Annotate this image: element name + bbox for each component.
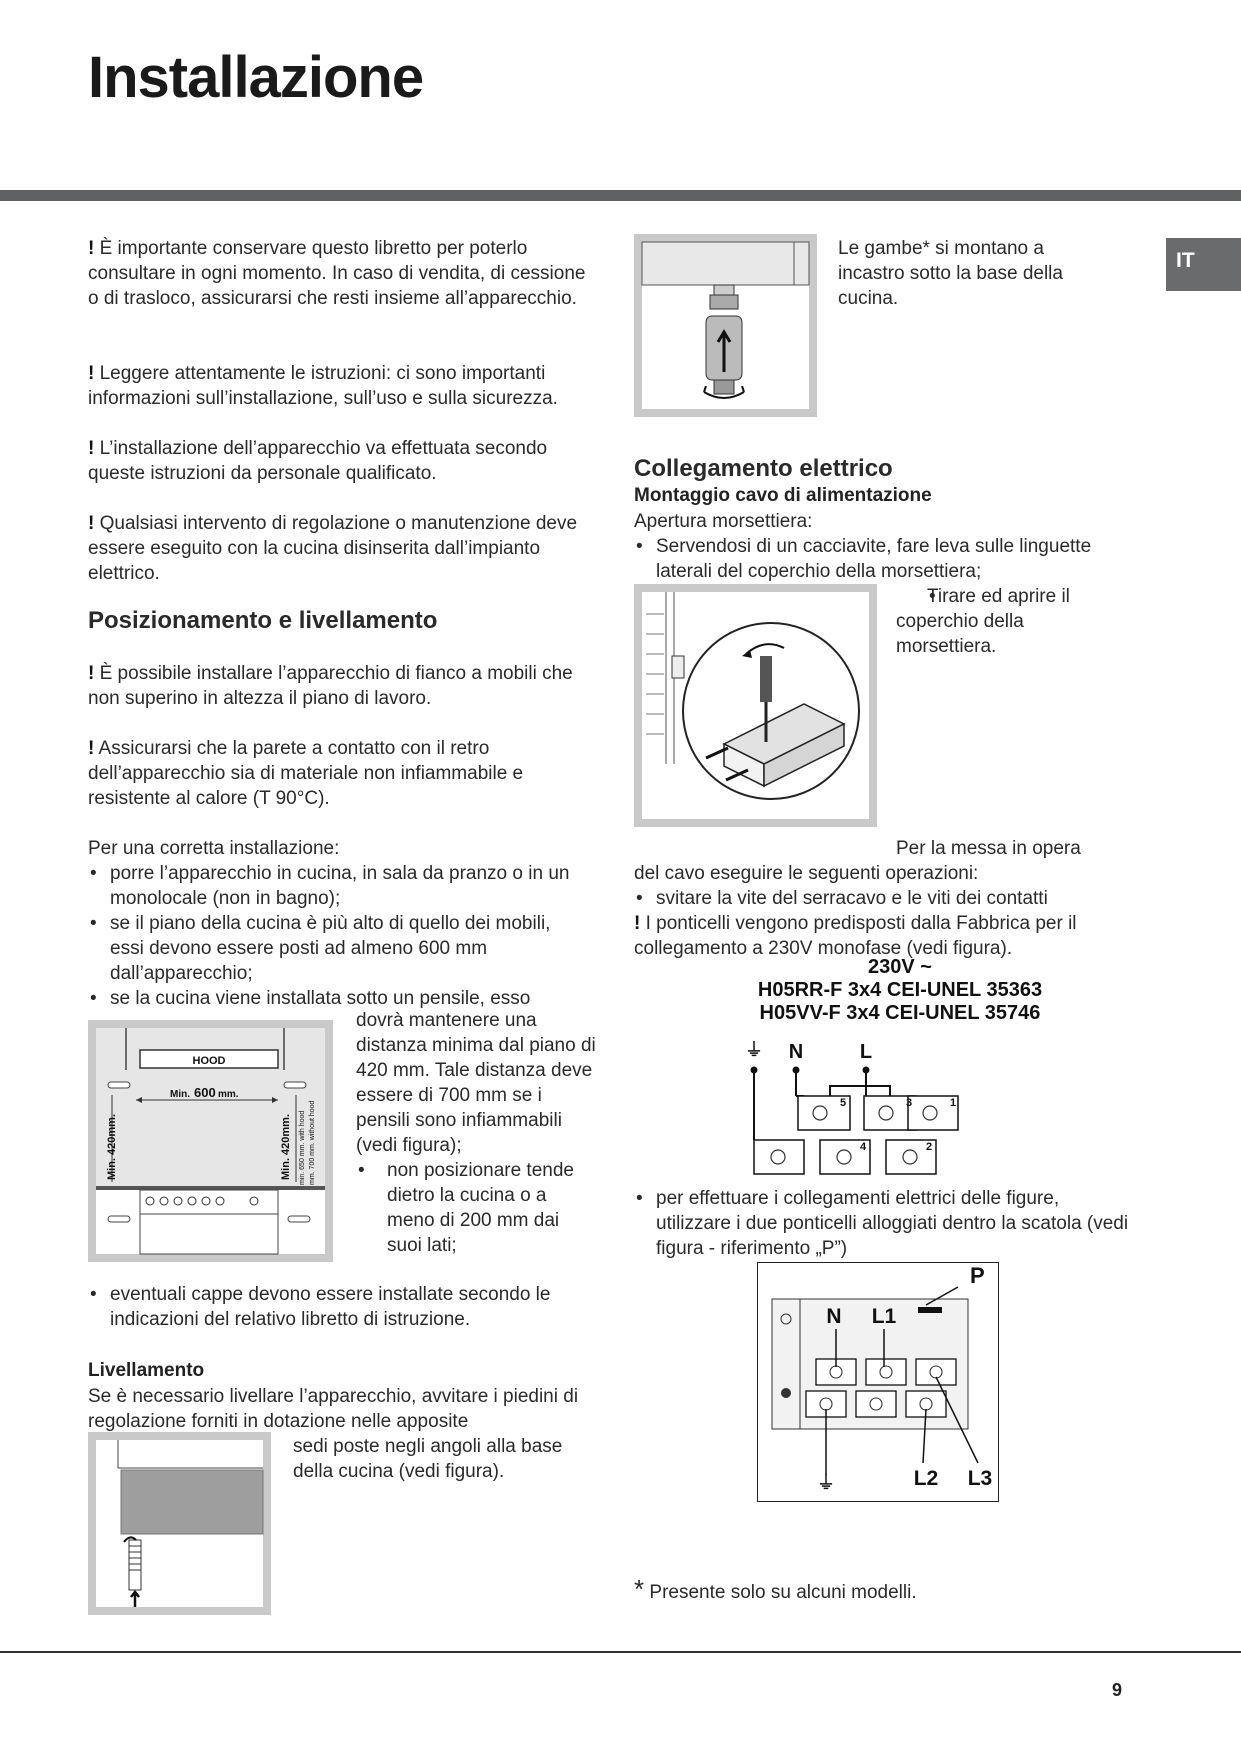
l2-label: L2	[913, 1467, 939, 1490]
min600-value: 600	[194, 1085, 216, 1100]
footnote-text: Presente solo su alcuni modelli.	[649, 1582, 917, 1603]
terminal-number: 3	[906, 1097, 913, 1109]
note-mark: !	[88, 738, 95, 759]
cable-text-b: del cavo eseguire le seguenti operazioni:	[634, 863, 979, 884]
list-item: • Servendosi di un cacciavite, fare leva sulle linguette laterali del coperchio della morsettiera;	[634, 534, 1134, 584]
leveling-figure	[88, 1432, 271, 1615]
n-label: N	[826, 1305, 842, 1328]
electric-block-1	[634, 509, 1134, 584]
footnote-mark: *	[634, 1574, 645, 1604]
list-item: • se il piano della cucina è più alto di quello dei mobili, essi devono essere posti ad almeno 600 mm dall’apparecchio;	[88, 911, 588, 986]
note-mark: !	[88, 663, 95, 684]
list-item: • Tirare ed aprire il coperchio della morsettiera.	[896, 584, 1116, 659]
leveling-text-a: Se è necessario livellare l’apparecchio, avvitare i piedini di regolazione forniti in dotazione nelle apposite	[88, 1386, 579, 1432]
note-text: Assicurarsi che la parete a contatto con il retro dell’apparecchio sia di materiale non infiammabile e resistente al calore (T 90°C).	[88, 738, 524, 809]
intro-note-4	[88, 511, 588, 586]
note-text: Leggere attentamente le istruzioni: ci sono importanti informazioni sull’installazione, sull’uso e sulla sicurezza.	[88, 363, 558, 409]
note-mark: !	[634, 913, 641, 934]
electric-block-3	[634, 1186, 1134, 1261]
jumper-diagram-frame	[757, 1262, 999, 1502]
note-text: L’installazione dell’apparecchio va effettuata secondo queste istruzioni da personale qualificato.	[88, 438, 548, 484]
page-title: Installazione	[88, 45, 424, 110]
leveling-foot-diagram	[88, 1432, 271, 1615]
section-heading-positioning: Posizionamento e livellamento	[88, 607, 438, 634]
installation-intro: Per una corretta installazione:	[88, 838, 340, 859]
without-hood-label: mm. 700 mm. without hood	[309, 1100, 316, 1185]
ground-icon: ⏚	[817, 1473, 835, 1493]
electric-bullet-2	[896, 584, 1116, 659]
note-mark: !	[88, 513, 95, 534]
footnote	[634, 1574, 1134, 1605]
note-text: Qualsiasi intervento di regolazione o manutenzione deve essere eseguito con la cucina disinserita dall’impianto elettrico.	[88, 513, 578, 584]
ground-icon: ⏚	[745, 1040, 763, 1060]
footer-rule	[0, 1651, 1241, 1653]
l1-label: L1	[871, 1305, 897, 1328]
hood-clearance-figure	[88, 1020, 333, 1262]
intro-note-1	[88, 236, 588, 311]
min600-unit: mm.	[218, 1089, 239, 1100]
note-text: I ponticelli vengono predisposti dalla Fabbrica per il collegamento a 230V monofase (vedi figura).	[634, 913, 1077, 959]
installation-list	[88, 836, 588, 1011]
line-label: L	[859, 1041, 873, 1063]
terminal-number: 5	[840, 1097, 847, 1109]
terminal-number: 2	[926, 1141, 933, 1153]
section-heading-electric: Collegamento elettrico	[634, 455, 893, 482]
list-item: • non posizionare tende dietro la cucina o a meno di 200 mm dai suoi lati;	[356, 1158, 596, 1258]
positioning-note-2	[88, 736, 588, 811]
jumper-wiring-diagram	[758, 1263, 997, 1500]
with-hood-label: min. 650 mm. with hood	[299, 1110, 306, 1185]
spec-line: 230V ~	[868, 956, 932, 978]
jumper-p-label: P	[970, 1263, 985, 1288]
neutral-label: N	[788, 1041, 804, 1063]
list-item: • porre l’apparecchio in cucina, in sala da pranzo o in un monolocale (non in bagno);	[88, 861, 588, 911]
hood-clearance-diagram	[88, 1020, 333, 1262]
section-heading-leveling: Livellamento	[88, 1360, 205, 1381]
cable-text-a: Per la messa in opera	[896, 838, 1081, 859]
hood-label: HOOD	[192, 1055, 226, 1067]
positioning-note-1	[88, 661, 588, 711]
subheading-cable: Montaggio cavo di alimentazione	[634, 485, 932, 506]
note-mark: !	[88, 438, 95, 459]
list-item: • se la cucina viene installata sotto un pensile, esso	[88, 986, 588, 1011]
spec-line: H05RR-F 3x4 CEI-UNEL 35363	[757, 979, 1043, 1001]
min420-right-label: Min. 420mm.	[280, 1113, 292, 1180]
terminal-box-opening-diagram	[634, 584, 877, 827]
language-tab	[1166, 238, 1241, 291]
legs-text: Le gambe* si montano a incastro sotto la base della cucina.	[838, 238, 1063, 309]
l3-label: L3	[967, 1467, 993, 1490]
intro-note-3	[88, 436, 588, 486]
note-text: È possibile installare l’apparecchio di fianco a mobili che non superino in altezza il piano di lavoro.	[88, 663, 573, 709]
intro-note-2	[88, 361, 588, 411]
list-item: • eventuali cappe devono essere installate secondo le indicazioni del relativo libretto di istruzione.	[88, 1282, 588, 1332]
cable-spec	[700, 956, 1100, 1025]
spec-line: H05VV-F 3x4 CEI-UNEL 35746	[759, 1002, 1041, 1024]
note-mark: !	[88, 363, 95, 384]
hood-wrap: dovrà mantenere una distanza minima dal piano di 420 mm. Tale distanza deve essere di 700 mm se i pensili sono infiammabili (vedi figura);	[356, 1010, 596, 1156]
single-phase-wiring-diagram	[740, 1036, 960, 1184]
note-text: È importante conservare questo libretto per poterlo consultare in ogni momento. In caso di vendita, di cessione o di trasloco, assicurarsi che resti insieme all’apparecchio.	[88, 238, 586, 309]
hood-wrap-text	[356, 1008, 596, 1258]
electric-block-2	[634, 861, 1134, 961]
terminal-number: 4	[860, 1141, 867, 1153]
language-tab-label: IT	[1176, 249, 1195, 272]
installation-list-end	[88, 1282, 588, 1332]
header-bar	[0, 190, 1241, 201]
note-mark: !	[88, 238, 95, 259]
terminal-box-figure	[634, 584, 877, 827]
leveling-text-b: sedi poste negli angoli alla base della cucina (vedi figura).	[293, 1436, 563, 1482]
legs-figure	[634, 234, 817, 417]
leg-mounting-diagram	[634, 234, 817, 417]
page-number: 9	[1112, 1680, 1123, 1700]
min420-left-label: Min. 420mm.	[106, 1113, 118, 1180]
list-item: • svitare la vite del serracavo e le viti dei contatti	[634, 886, 1134, 911]
opening-label: Apertura morsettiera:	[634, 511, 813, 532]
min600-prefix: Min.	[170, 1089, 190, 1100]
list-item: • per effettuare i collegamenti elettrici delle figure, utilizzare i due ponticelli alloggiati dentro la scatola (vedi figura - riferimento „P”)	[634, 1186, 1134, 1261]
terminal-number: 1	[950, 1097, 957, 1109]
